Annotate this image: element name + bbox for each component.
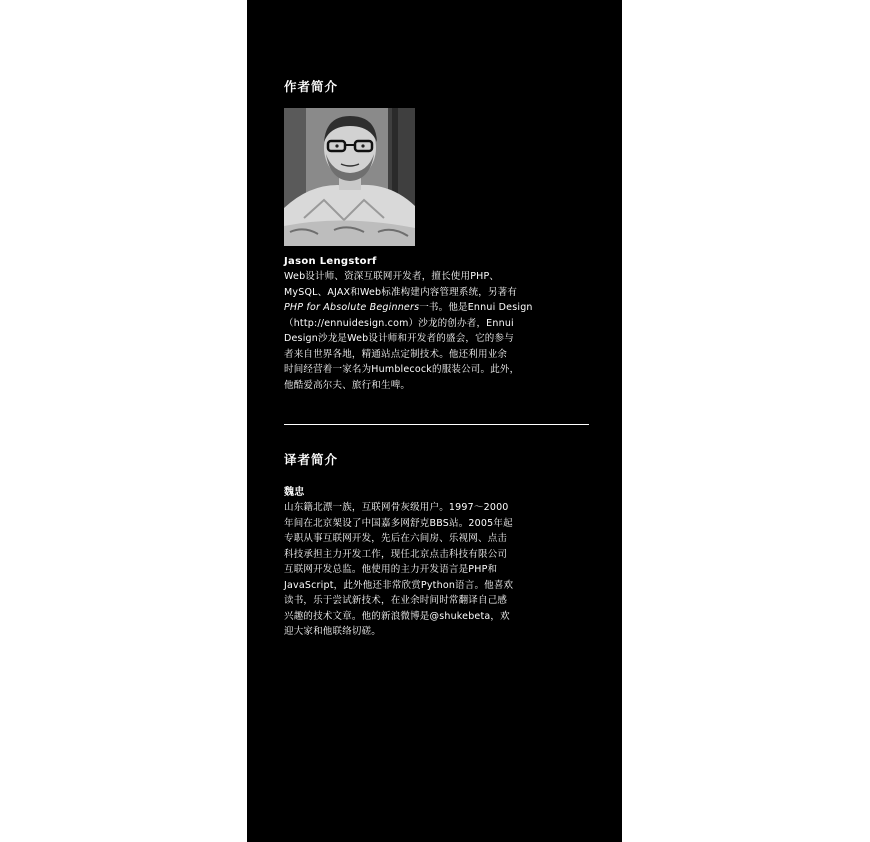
author-bio-line [284,300,589,316]
author-photo [284,108,415,246]
translator-bio-line: 科技承担主力开发工作，现任北京点击科技有限公司 [284,548,508,560]
author-bio-line: MySQL、AJAX和Web标准构建内容管理系统，另著有 [284,286,518,298]
author-bio-line: Web设计师、资深互联网开发者，擅长使用PHP、 [284,271,500,282]
translator-bio-line: 读书，乐于尝试新技术，在业余时间时常翻译自己感 [284,595,508,606]
translator-bio-line: 年间在北京架设了中国嘉多网舒克BBS站。2005年起 [284,517,513,529]
panel-content [284,78,589,640]
section-divider [284,424,589,425]
translator-bio [284,500,589,640]
translator-name: 魏忠 [284,487,305,498]
translator-bio-line: 兴趣的技术文章。他的新浪微博是@shukebeta，欢 [284,610,510,622]
translator-bio-line: JavaScript，此外他还非常欣赏Python语言。他喜欢 [284,579,514,591]
author-bio [284,269,589,393]
translator-section-heading: 译者简介 [284,452,339,467]
author-bio-line-text: 一书。他是Ennui Design [419,302,533,313]
translator-bio-line: 专职从事互联网开发，先后在六间房、乐视网、点击 [284,533,508,544]
author-bio-line: （http://ennuidesign.com）沙龙的创办者，Ennui [284,317,514,329]
author-portrait-image [284,108,415,246]
black-panel [247,0,622,842]
author-bio-line: 时间经营着一家名为Humblecock的服装公司。此外， [284,364,520,375]
author-section-heading: 作者简介 [284,79,339,94]
translator-bio-line: 互联网开发总监。他使用的主力开发语言是PHP和 [284,564,498,575]
translator-bio-line: 迎大家和他联络切磋。 [284,626,382,637]
author-bio-line: Design沙龙是Web设计师和开发者的盛会，它的参与 [284,333,514,344]
translator-bio-line: 山东籍北漂一族，互联网骨灰级用户。1997～2000 [284,502,509,513]
author-bio-line: 他酷爱高尔夫、旅行和生啤。 [284,379,411,391]
book-title: PHP for Absolute Beginners [284,302,420,313]
author-name: Jason Lengstorf [284,256,377,267]
author-bio-line: 者来自世界各地，精通站点定制技术。他还利用业余 [284,348,508,360]
